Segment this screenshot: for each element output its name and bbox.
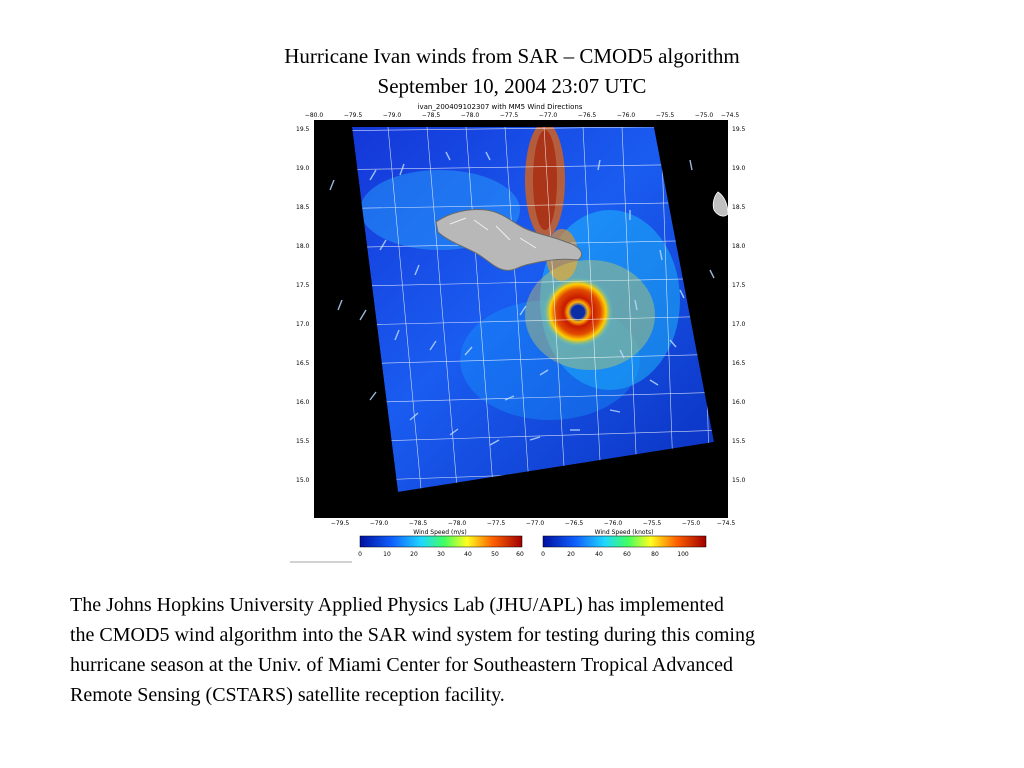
lat-label: 15.0 (732, 477, 746, 484)
body-line: the CMOD5 wind algorithm into the SAR wind system for testing during this coming (70, 624, 755, 646)
body-line: Remote Sensing (CSTARS) satellite reception facility. (70, 684, 505, 706)
colorbar-tick: 40 (464, 551, 472, 558)
lon-label: −79.0 (369, 520, 389, 527)
lon-label: −79.5 (330, 520, 350, 527)
slide-subtitle-date: September 10, 2004 23:07 UTC (377, 74, 647, 98)
lon-label: −79.0 (382, 112, 402, 119)
colorbar-tick: 100 (677, 551, 689, 558)
lon-label: −80.0 (304, 112, 324, 119)
lon-label: −76.0 (603, 520, 623, 527)
lat-label: 17.5 (296, 282, 310, 289)
lon-label: −74.5 (720, 112, 740, 119)
lat-label: 17.0 (296, 321, 310, 328)
lat-label: 17.0 (732, 321, 746, 328)
lon-label: −76.5 (577, 112, 597, 119)
slide-title: Hurricane Ivan winds from SAR – CMOD5 algorithm (284, 44, 740, 68)
body-line: hurricane season at the Univ. of Miami Center for Southeastern Tropical Advanced (70, 654, 733, 676)
colorbar-tick: 60 (516, 551, 524, 558)
lon-label: −77.5 (499, 112, 519, 119)
colorbar-tick: 20 (567, 551, 575, 558)
colorbar-knots (541, 529, 706, 558)
lon-label: −75.0 (694, 112, 714, 119)
lon-label: −79.5 (343, 112, 363, 119)
lat-label: 16.5 (296, 360, 310, 367)
lon-label: −77.5 (486, 520, 506, 527)
lat-label: 18.0 (296, 243, 310, 250)
lon-label: −77.0 (525, 520, 545, 527)
colorbar-tick: 40 (595, 551, 603, 558)
colorbar-knots-title: Wind Speed (knots) (594, 529, 654, 536)
colorbar-tick: 30 (437, 551, 445, 558)
lon-label: −76.0 (616, 112, 636, 119)
lat-label: 15.5 (296, 438, 310, 445)
lat-label: 16.5 (732, 360, 746, 367)
colorbar-tick: 10 (383, 551, 391, 558)
lat-label: 15.5 (732, 438, 746, 445)
colorbar-tick: 60 (623, 551, 631, 558)
lon-label: −78.5 (408, 520, 428, 527)
lat-labels-left (296, 126, 310, 484)
lon-label: −78.0 (460, 112, 480, 119)
lat-label: 16.0 (732, 399, 746, 406)
lon-label: −75.0 (681, 520, 701, 527)
body-paragraph (70, 590, 970, 710)
lon-label: −76.5 (564, 520, 584, 527)
lat-label: 15.0 (296, 477, 310, 484)
lat-label: 19.5 (732, 126, 746, 133)
lat-label: 18.5 (296, 204, 310, 211)
colorbar-tick: 0 (358, 551, 362, 558)
figure-header: ivan_200409102307 with MM5 Wind Directions (417, 103, 583, 111)
lon-label: −78.0 (447, 520, 467, 527)
lat-label: 19.0 (732, 165, 746, 172)
lon-label: −75.5 (642, 520, 662, 527)
lon-labels-top (305, 112, 740, 119)
lon-label: −78.5 (421, 112, 441, 119)
lat-labels-right (732, 126, 746, 484)
lon-label: −75.5 (655, 112, 675, 119)
body-line: The Johns Hopkins University Applied Physics Lab (JHU/APL) has implemented (70, 594, 724, 616)
colorbar-tick: 80 (651, 551, 659, 558)
lon-label: −74.5 (716, 520, 736, 527)
lat-label: 18.5 (732, 204, 746, 211)
colorbar-tick: 20 (410, 551, 418, 558)
lon-labels-bottom (331, 520, 736, 527)
colorbar-tick: 50 (491, 551, 499, 558)
colorbar-ms (358, 529, 524, 558)
lat-label: 16.0 (296, 399, 310, 406)
colorbar-tick: 0 (541, 551, 545, 558)
lat-label: 18.0 (732, 243, 746, 250)
colorbar-ms-title: Wind Speed (m/s) (413, 529, 467, 536)
sar-wind-map-svg (290, 100, 750, 566)
lat-label: 19.0 (296, 165, 310, 172)
lon-label: −77.0 (538, 112, 558, 119)
lat-label: 17.5 (732, 282, 746, 289)
lat-label: 19.5 (296, 126, 310, 133)
sar-wind-map-figure (290, 100, 750, 566)
